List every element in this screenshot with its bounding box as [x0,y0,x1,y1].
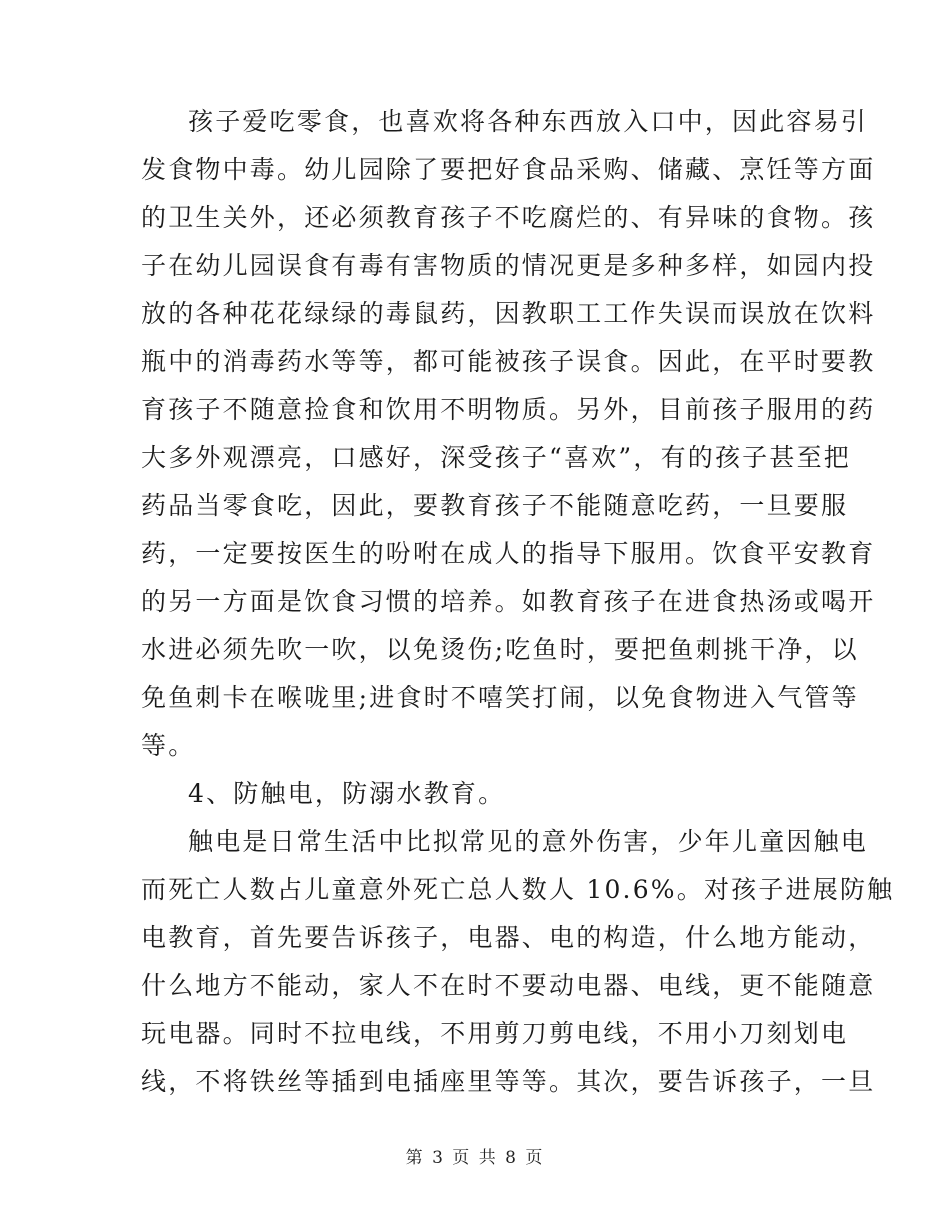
text-line: 触电是日常生活中比拟常见的意外伤害，少年儿童因触电 [188,827,869,856]
text-line: 免鱼刺卡在喉咙里;进食时不嘻笑打闹，以免食物进入气管等 [141,683,859,712]
text-line: 放的各种花花绿绿的毒鼠药，因教职工工作失误而误放在饮料 [141,299,876,328]
text-line: 药品当零食吃，因此，要教育孩子不能随意吃药，一旦要服 [141,491,849,520]
text-line: 什么地方不能动，家人不在时不要动电器、电线，更不能随意 [141,971,876,1000]
text-line: 大多外观漂亮，口感好，深受孩子“喜欢”，有的孩子甚至把 [141,443,851,472]
text-line: 瓶中的消毒药水等等，都可能被孩子误食。因此，在平时要教 [141,347,876,376]
text-line: 等。 [141,731,196,760]
section-heading: 4、防触电，防溺水教育。 [188,779,506,808]
text-line: 发食物中毒。幼儿园除了要把好食品采购、储藏、烹饪等方面 [141,155,876,184]
text-line: 线，不将铁丝等插到电插座里等等。其次，要告诉孩子，一旦 [141,1067,876,1096]
page-number: 第 3 页 共 8 页 [405,1148,545,1168]
text-line: 孩子爱吃零食，也喜欢将各种东西放入口中，因此容易引 [188,107,869,136]
text-line: 电教育，首先要告诉孩子，电器、电的构造，什么地方能动， [141,923,876,952]
text-line: 子在幼儿园误食有毒有害物质的情况更是多种多样，如园内投 [141,251,876,280]
text-line: 的另一方面是饮食习惯的培养。如教育孩子在进食热汤或喝开 [141,587,876,616]
text-line: 水进必须先吹一吹，以免烫伤;吃鱼时，要把鱼刺挑干净，以 [141,635,859,664]
text-line: 的卫生关外，还必须教育孩子不吃腐烂的、有异味的食物。孩 [141,203,876,232]
text-line: 玩电器。同时不拉电线，不用剪刀剪电线，不用小刀刻划电 [141,1019,849,1048]
text-line: 而死亡人数占儿童意外死亡总人数人 10.6%。对孩子进展防触 [141,875,895,904]
text-line: 药，一定要按医生的吩咐在成人的指导下服用。饮食平安教育 [141,539,876,568]
text-line: 育孩子不随意捡食和饮用不明物质。另外，目前孩子服用的药 [141,395,876,424]
